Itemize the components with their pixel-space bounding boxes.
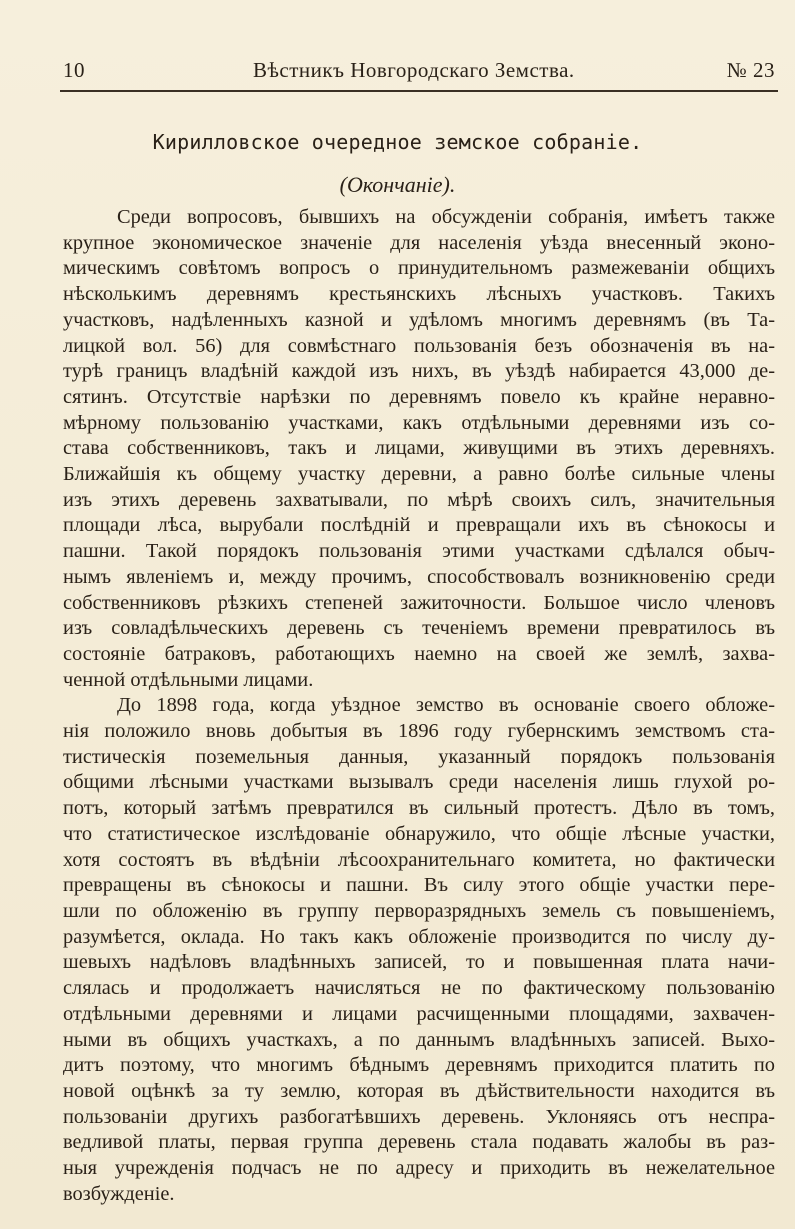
text-line: ведливой платы, первая группа деревень стала подавать жалобы въ раз- (63, 1131, 775, 1154)
text-line: лицкой вол. 56) для совмѣстнаго пользованія безъ обозначенія въ на- (63, 334, 775, 357)
text-line: потъ, который затѣмъ превратился въ сильный протестъ. Дѣло въ томъ, (63, 797, 775, 820)
running-header (63, 58, 775, 88)
text-line: слялась и продолжаетъ начисляться не по фактическому пользованію (63, 977, 775, 1000)
text-line: нія положило вновь добытыя въ 1896 году губернскимъ земствомъ ста- (63, 720, 775, 743)
text-line: площади лѣса, вырубали послѣдній и превращали ихъ въ сѣнокосы и (63, 514, 775, 537)
header-rule (60, 90, 778, 92)
article-title: Кирилловское очередное земское собраніе. (152, 130, 643, 154)
text-line: става собственниковъ, такъ и лицами, живущими въ этихъ деревняхъ. (63, 437, 775, 460)
text-line: ныя учрежденія подчасъ не по адресу и приходить въ нежелательное (63, 1157, 775, 1180)
page-number: 10 (63, 58, 85, 82)
text-line: ченной отдѣльными лицами. (63, 668, 314, 691)
text-line: участковъ, надѣленныхъ казной и удѣломъ многимъ деревнямъ (въ Та- (63, 308, 775, 331)
text-line: изъ совладѣльческихъ деревень съ теченіемъ времени превратилось въ (63, 617, 775, 640)
text-line: пользованіи другихъ разбогатѣвшихъ деревень. Уклоняясь отъ неспра- (63, 1105, 775, 1128)
text-line: пашни. Такой порядокъ пользованія этими участками сдѣлался обыч- (63, 540, 775, 563)
text-line: новой оцѣнкѣ за ту землю, которая въ дѣйствительности находится въ (63, 1079, 775, 1102)
text-line: нымъ явленіемъ и, между прочимъ, способствовалъ возникновенію среди (63, 565, 775, 588)
text-line: До 1898 года, когда уѣздное земство въ основаніе своего обложе- (117, 694, 775, 717)
text-line: крупное экономическое значеніе для населенія уѣзда внесенный эконо- (63, 231, 775, 254)
text-line: турѣ границъ владѣній каждой изъ нихъ, въ уѣздѣ набирается 43,000 де- (63, 360, 775, 383)
text-line: мическимъ совѣтомъ вопросъ о принудительномъ размежеваніи общихъ (63, 257, 775, 280)
text-line: собственниковъ рѣзкихъ степеней зажиточности. Большое число членовъ (63, 591, 775, 614)
text-line: что статистическое изслѣдованіе обнаружило, что общіе лѣсные участки, (63, 822, 775, 845)
article-subtitle: (Окончаніе). (339, 172, 456, 197)
text-line: дитъ поэтому, что многимъ бѣднымъ деревнямъ приходится платить по (63, 1054, 775, 1077)
text-line: нѣсколькимъ деревнямъ крестьянскихъ лѣсныхъ участковъ. Такихъ (63, 283, 775, 306)
text-line: состояніе батраковъ, работающихъ наемно на своей же землѣ, захва- (63, 642, 775, 665)
text-line: сятинъ. Отсутствіе нарѣзки по деревнямъ повело къ крайне неравно- (63, 385, 775, 408)
text-line: шли по обложенію въ группу перворазрядныхъ земель съ повышеніемъ, (63, 899, 775, 922)
text-line: Ближайшія къ общему участку деревни, а равно болѣе сильные члены (63, 463, 775, 486)
text-line: Среди вопросовъ, бывшихъ на обсужденіи собранія, имѣетъ также (117, 206, 775, 228)
text-line: тистическія поземельныя данныя, указанный порядокъ пользованія (63, 745, 775, 768)
text-line: отдѣльными деревнями и лицами расчищенными площадями, захвачен- (63, 1002, 775, 1025)
text-line: изъ этихъ деревень захватывали, по мѣрѣ своихъ силъ, значительныя (63, 488, 775, 511)
text-line: возбужденіе. (63, 1182, 175, 1205)
article-body (63, 205, 775, 1207)
text-line: ными въ общихъ участкахъ, а по даннымъ владѣнныхъ записей. Выхо- (63, 1028, 775, 1051)
text-line: хотя состоятъ въ вѣдѣніи лѣсоохранительнаго комитета, но фактически (63, 848, 775, 871)
text-line: разумѣется, оклада. Но такъ какъ обложеніе производится по числу ду- (63, 925, 775, 948)
text-line: шевыхъ надѣловъ владѣнныхъ записей, то и повышенная плата начи- (63, 951, 775, 974)
text-line: превращены въ сѣнокосы и пашни. Въ силу этого общіе участки пере- (63, 874, 775, 897)
journal-title: Вѣстникъ Новгородскаго Земства. (253, 58, 575, 82)
issue-number: № 23 (726, 58, 775, 82)
text-line: мѣрному пользованію участками, какъ отдѣльными деревнями изъ со- (63, 411, 775, 434)
text-line: общими лѣсными участками вызывалъ среди населенія лишь глухой ро- (63, 771, 775, 794)
